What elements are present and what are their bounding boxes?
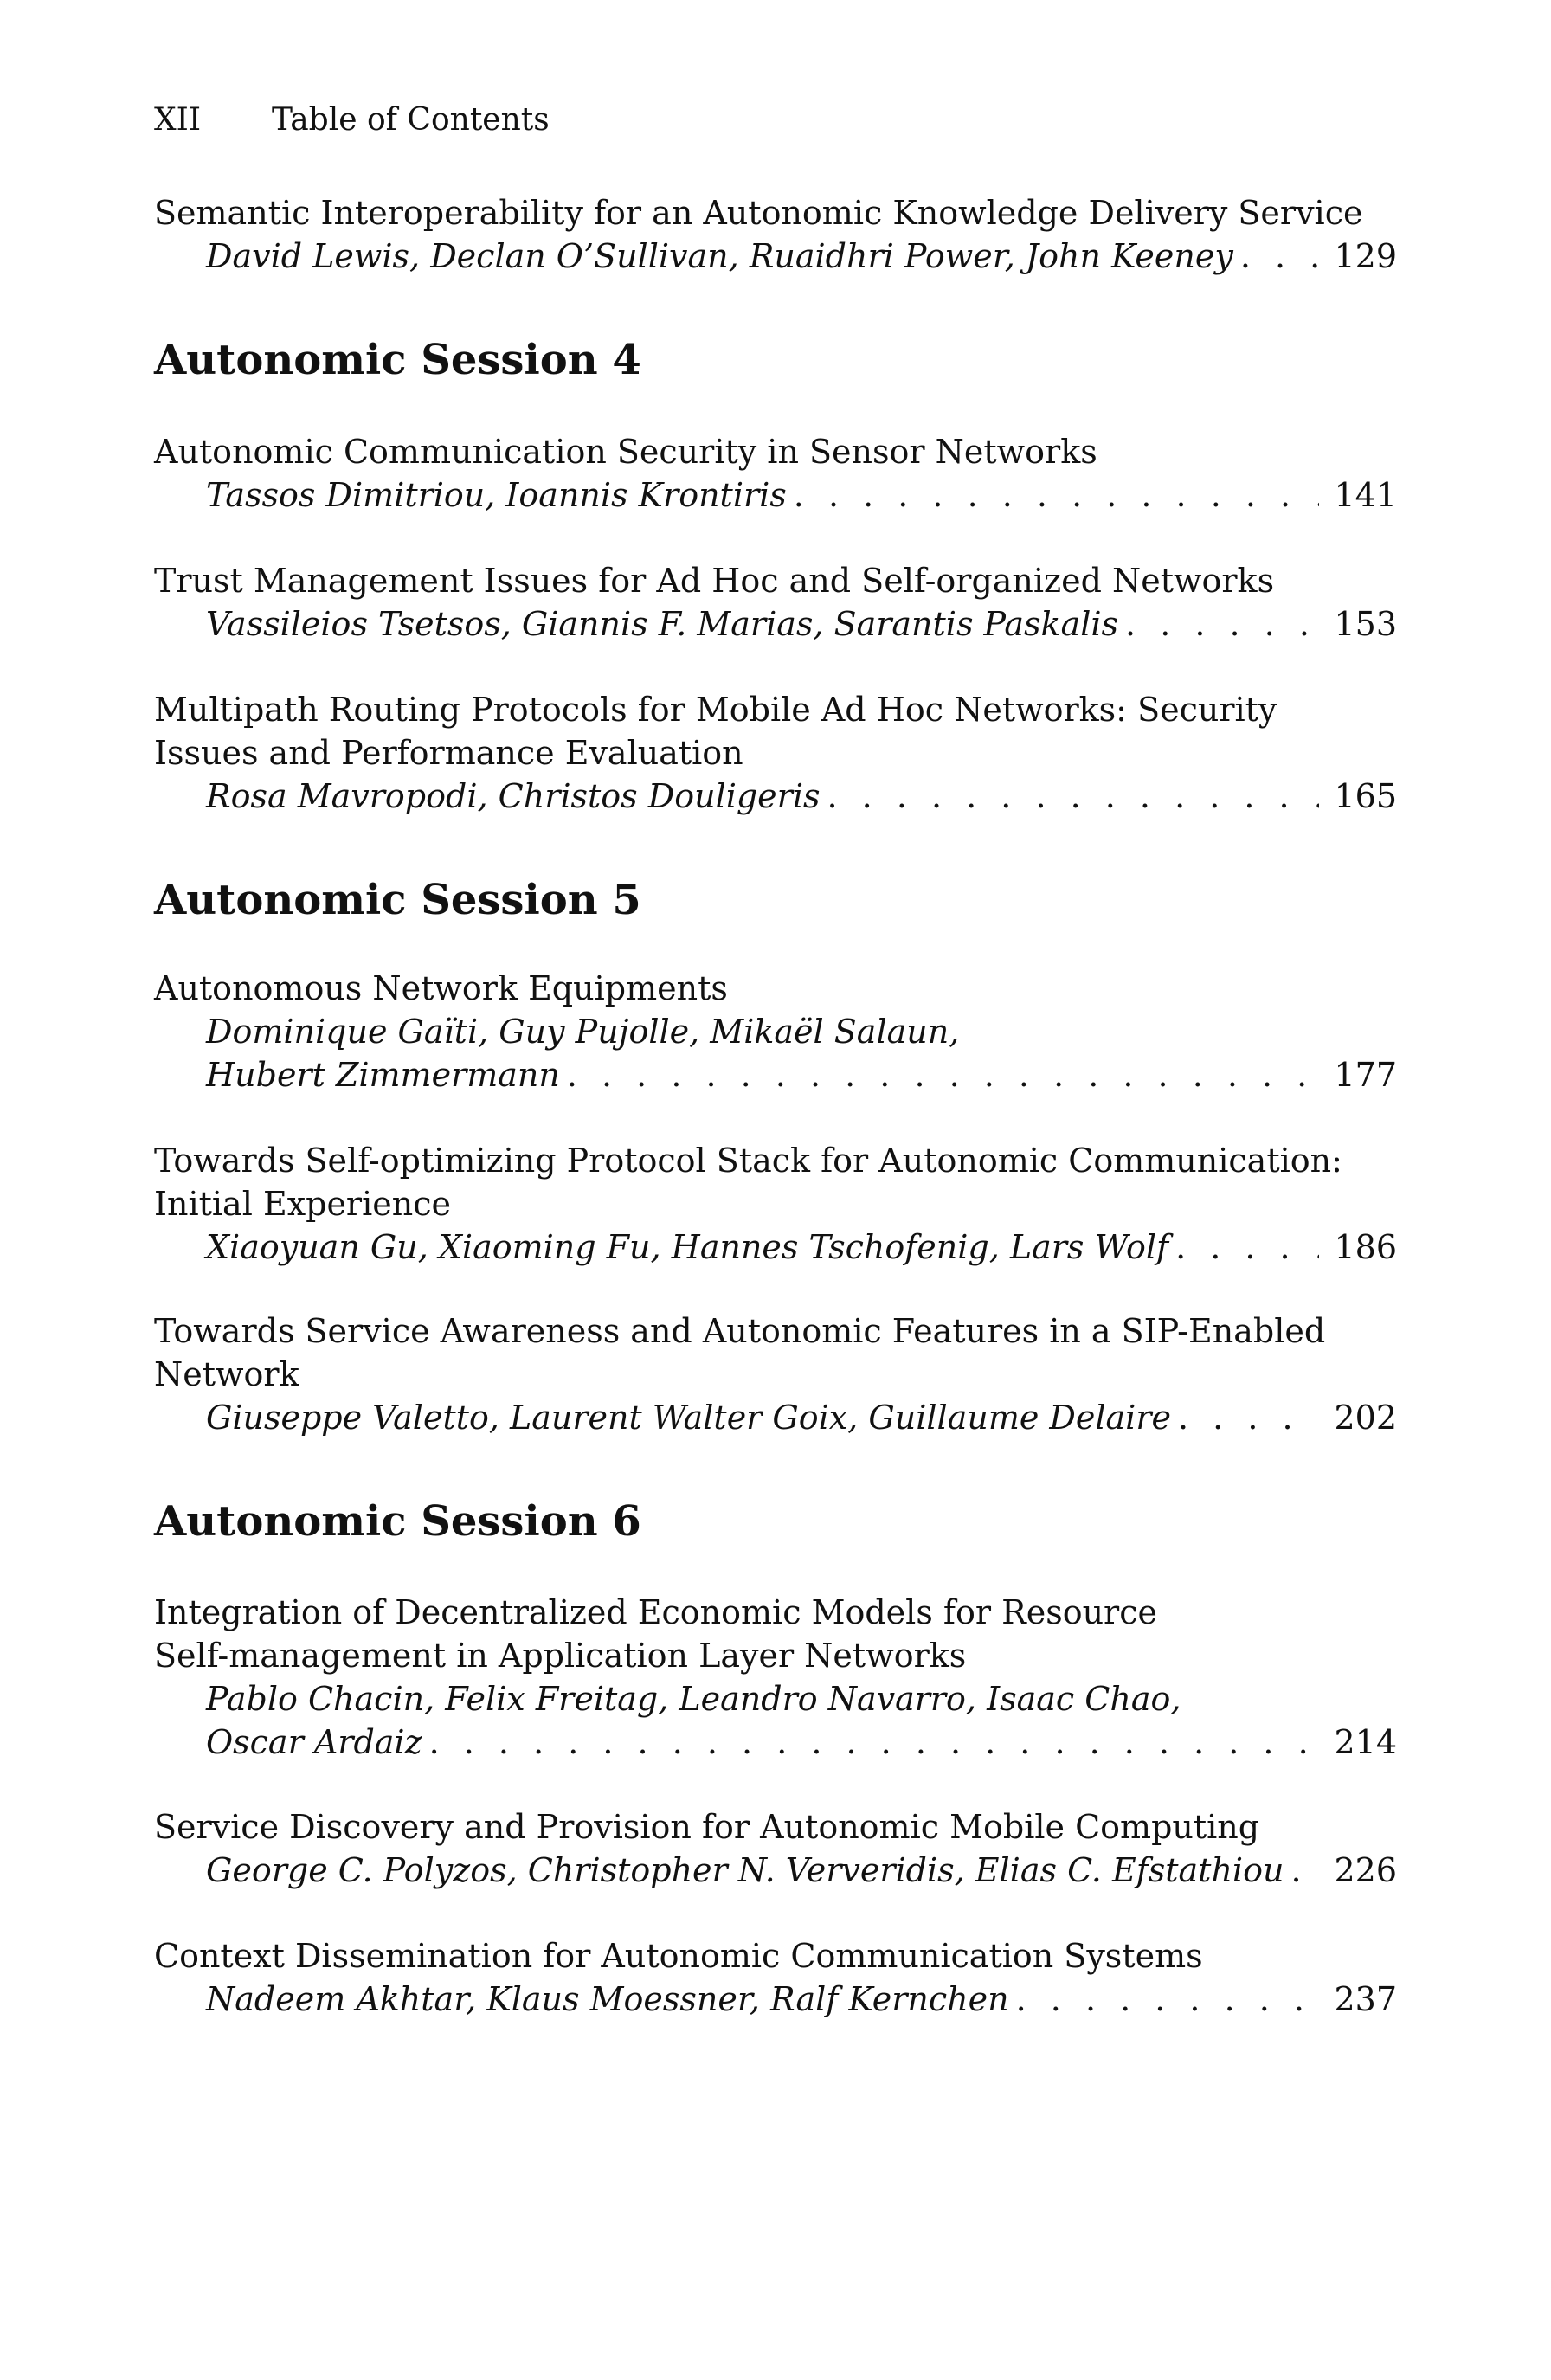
entry-authors: Pablo Chacin, Felix Freitag, Leandro Navarro, Isaac Chao,	[206, 1680, 1181, 1718]
toc-entry[interactable]	[154, 1139, 1397, 1269]
entry-authors-line	[154, 775, 1397, 818]
entry-title: Integration of Decentralized Economic Models for Resource	[154, 1593, 1157, 1631]
page-folio: XII	[154, 102, 202, 138]
toc-entry[interactable]	[154, 559, 1397, 646]
section-heading: Autonomic Session 6	[154, 1497, 641, 1546]
entry-authors-line	[154, 235, 1397, 278]
toc-entry[interactable]	[154, 1934, 1397, 2021]
dot-leader	[1171, 1396, 1319, 1439]
entry-authors-continued: Oscar Ardaiz	[206, 1723, 422, 1761]
toc-entry[interactable]	[154, 430, 1397, 517]
entry-authors-line	[154, 473, 1397, 517]
entry-title-continued: Self-management in Application Layer Networks	[154, 1637, 967, 1675]
entry-authors: Rosa Mavropodi, Christos Douligeris	[206, 777, 821, 815]
entry-title-continued: Network	[154, 1355, 299, 1393]
dot-leader	[1233, 235, 1319, 278]
entry-authors-line	[154, 1225, 1397, 1269]
entry-authors: Tassos Dimitriou, Ioannis Krontiris	[206, 476, 787, 514]
section-heading: Autonomic Session 4	[154, 336, 641, 384]
entry-authors: Giuseppe Valetto, Laurent Walter Goix, Guillaume Delaire	[206, 1399, 1171, 1437]
running-head	[154, 102, 550, 138]
entry-authors: David Lewis, Declan O’Sullivan, Ruaidhri Power, John Keeney	[206, 237, 1233, 275]
entry-authors: George C. Polyzos, Christopher N. Ververidis, Elias C. Efstathiou	[206, 1851, 1284, 1889]
entry-title: Semantic Interoperability for an Autonomic Knowledge Delivery Service	[154, 194, 1363, 232]
dot-leader	[422, 1721, 1319, 1764]
entry-title: Autonomic Communication Security in Sensor Networks	[154, 433, 1097, 471]
dot-leader	[821, 775, 1320, 818]
entry-page-number: 153	[1334, 605, 1397, 643]
entry-title: Trust Management Issues for Ad Hoc and Self-organized Networks	[154, 562, 1275, 600]
entry-page-number: 226	[1334, 1851, 1397, 1889]
entry-title-continued: Initial Experience	[154, 1185, 451, 1223]
toc-entry[interactable]	[154, 1805, 1397, 1892]
entry-page-number: 202	[1334, 1399, 1397, 1437]
entry-title-continued: Issues and Performance Evaluation	[154, 734, 743, 772]
entry-page-number: 214	[1334, 1723, 1397, 1761]
entry-authors-continued: Hubert Zimmermann	[206, 1056, 560, 1094]
dot-leader	[1118, 602, 1319, 646]
toc-entry[interactable]	[154, 1309, 1397, 1439]
entry-page-number: 165	[1334, 777, 1397, 815]
dot-leader	[1284, 1849, 1319, 1892]
entry-authors-line	[154, 1721, 1397, 1764]
entry-title: Multipath Routing Protocols for Mobile Ad Hoc Networks: Security	[154, 691, 1277, 729]
section-heading: Autonomic Session 5	[154, 876, 641, 924]
entry-authors: Xiaoyuan Gu, Xiaoming Fu, Hannes Tschofenig, Lars Wolf	[206, 1228, 1169, 1266]
entry-authors-line	[154, 1677, 1397, 1721]
entry-authors: Dominique Gaïti, Guy Pujolle, Mikaël Salaun,	[206, 1013, 960, 1051]
entry-page-number: 177	[1334, 1056, 1397, 1094]
entry-authors: Vassileios Tsetsos, Giannis F. Marias, Sarantis Paskalis	[206, 605, 1119, 643]
entry-title: Towards Self-optimizing Protocol Stack for Autonomic Communication:	[154, 1142, 1342, 1180]
entry-authors-line	[154, 1978, 1397, 2021]
entry-authors-line	[154, 1849, 1397, 1892]
entry-page-number: 237	[1334, 1980, 1397, 2018]
entry-authors-line	[154, 602, 1397, 646]
entry-authors-line	[154, 1396, 1397, 1439]
running-head-title: Table of Contents	[272, 102, 550, 138]
entry-authors-line	[154, 1010, 1397, 1053]
entry-title: Towards Service Awareness and Autonomic Features in a SIP-Enabled	[154, 1312, 1326, 1350]
entry-page-number: 129	[1334, 237, 1397, 275]
dot-leader	[787, 473, 1319, 517]
entry-title: Autonomous Network Equipments	[154, 969, 728, 1007]
entry-page-number: 141	[1334, 476, 1397, 514]
dot-leader	[1009, 1978, 1319, 2021]
toc-entry[interactable]	[154, 688, 1397, 818]
entry-title: Context Dissemination for Autonomic Communication Systems	[154, 1937, 1203, 1975]
dot-leader	[1168, 1225, 1319, 1269]
entry-page-number: 186	[1334, 1228, 1397, 1266]
toc-entry[interactable]	[154, 1591, 1397, 1764]
toc-entry[interactable]	[154, 967, 1397, 1097]
toc-entry[interactable]	[154, 191, 1397, 278]
entry-authors-line	[154, 1053, 1397, 1097]
entry-authors: Nadeem Akhtar, Klaus Moessner, Ralf Kernchen	[206, 1980, 1009, 2018]
dot-leader	[560, 1053, 1319, 1097]
entry-title: Service Discovery and Provision for Autonomic Mobile Computing	[154, 1808, 1260, 1846]
